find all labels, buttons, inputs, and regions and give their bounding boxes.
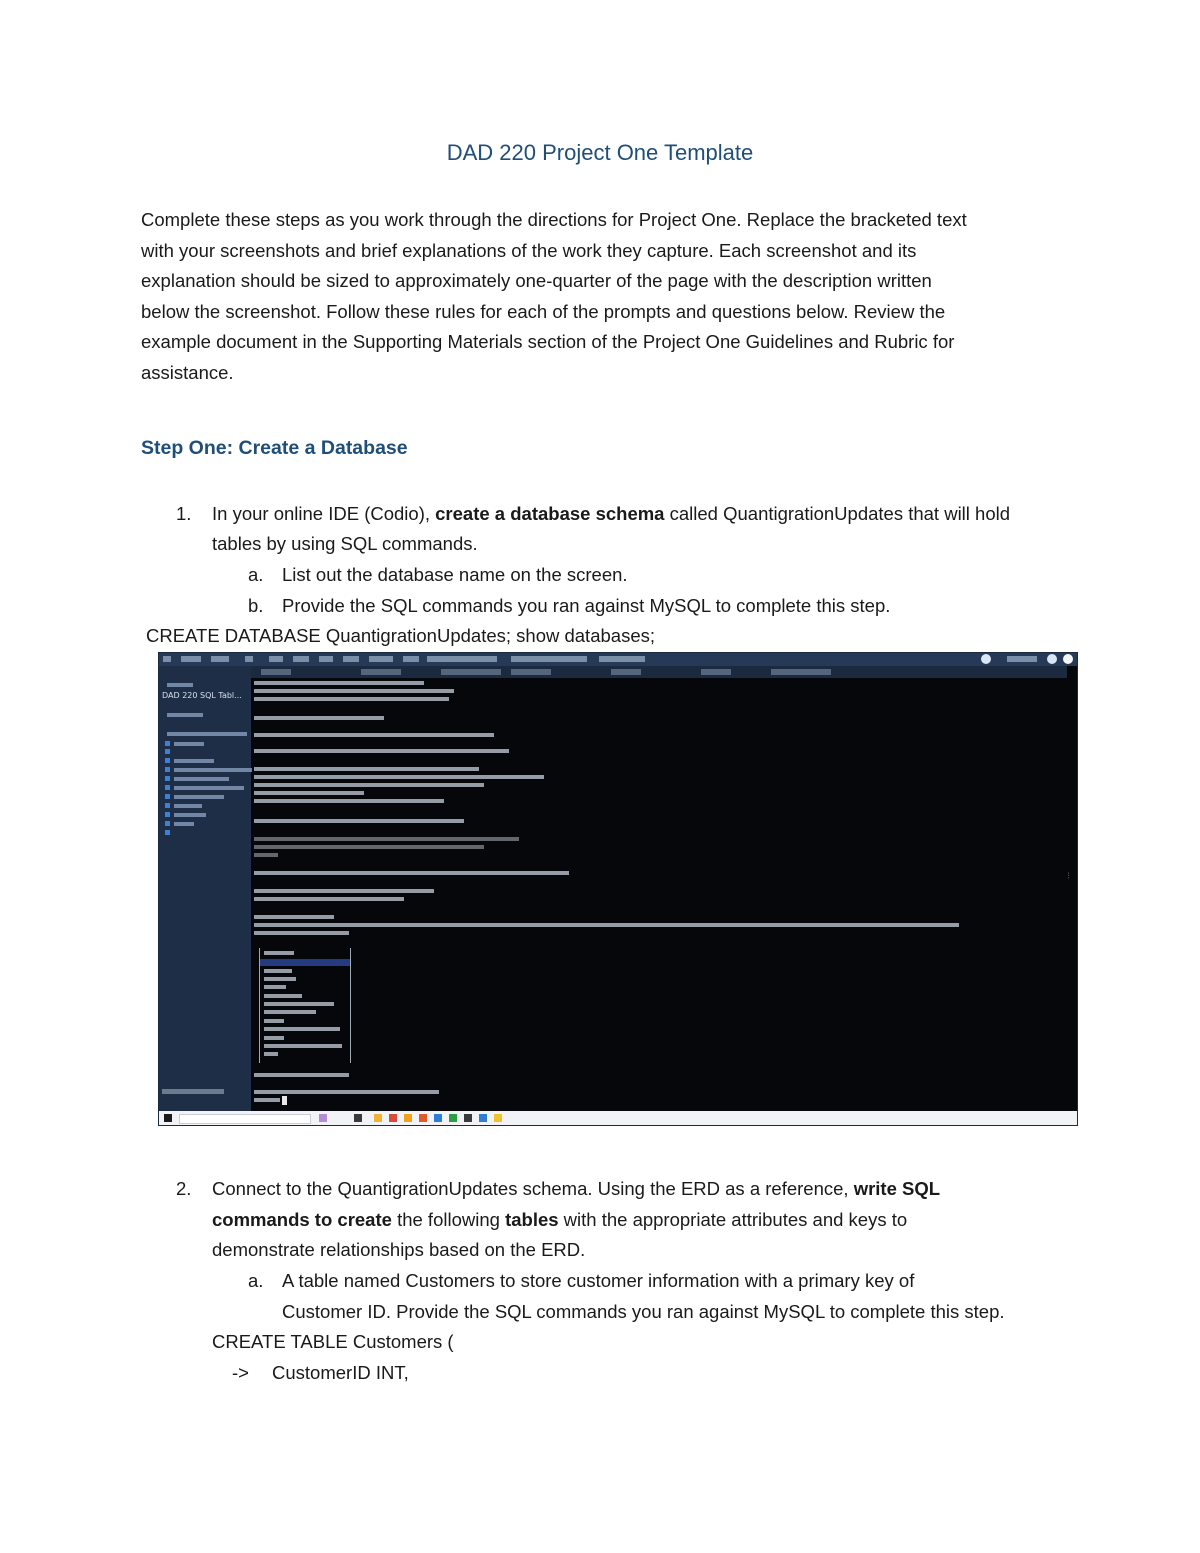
app-icon[interactable]	[319, 1114, 327, 1122]
code-line: CREATE TABLE Customers (	[212, 1331, 454, 1352]
sidebar-project-title: DAD 220 SQL Tabl...	[162, 691, 242, 700]
intro-paragraph	[141, 205, 1041, 389]
file-icon	[165, 749, 170, 754]
item-1-bold: create a database schema	[435, 503, 665, 524]
selection-highlight	[260, 959, 350, 966]
item-1a-label: a.	[248, 564, 264, 585]
start-icon[interactable]	[164, 1114, 172, 1122]
item-2a-text: A table named Customers to store customer information with a primary key of	[282, 1270, 915, 1291]
item-2a-text-line2: Customer ID. Provide the SQL commands you ran against MySQL to complete this step.	[282, 1301, 1005, 1322]
file-icon	[165, 812, 170, 817]
file-icon	[165, 776, 170, 781]
intro-line: with your screenshots and brief explanations of the work they capture. Each screenshot and its	[141, 239, 917, 261]
file-icon	[165, 785, 170, 790]
item-2-bold: write SQL	[853, 1178, 941, 1199]
item-2-text: Connect to the QuantigrationUpdates schema. Using the ERD as a reference, write SQL	[212, 1178, 941, 1199]
file-icon	[165, 803, 170, 808]
file-icon	[165, 767, 170, 772]
app-icon[interactable]	[479, 1114, 487, 1122]
resize-handle-icon: ⁝	[1067, 871, 1071, 882]
logout-icon	[1063, 654, 1073, 664]
document-title: DAD 220 Project One Template	[446, 140, 754, 165]
app-icon[interactable]	[464, 1114, 472, 1122]
item-1-text-line2: tables by using SQL commands.	[212, 533, 478, 554]
taskbar-search[interactable]	[179, 1114, 311, 1124]
file-icon	[165, 794, 170, 799]
item-1-text: In your online IDE (Codio), create a database schema called QuantigrationUpdates that will hold	[212, 503, 1011, 524]
ide-file-sidebar	[159, 666, 251, 1111]
task-view-icon[interactable]	[354, 1114, 362, 1122]
ide-tab-bar	[251, 666, 1067, 678]
app-icon[interactable]	[494, 1114, 502, 1122]
file-icon	[165, 821, 170, 826]
codio-terminal-screenshot	[158, 652, 1078, 1126]
code-line: CustomerID INT,	[272, 1362, 409, 1383]
settings-icon	[1047, 654, 1057, 664]
intro-line: below the screenshot. Follow these rules for each of the prompts and questions below. Review the	[141, 300, 946, 322]
item-1a-text: List out the database name on the screen.	[282, 564, 628, 585]
app-icon[interactable]	[419, 1114, 427, 1122]
app-icon[interactable]	[404, 1114, 412, 1122]
sql-answer-text: CREATE DATABASE QuantigrationUpdates; show databases;	[146, 625, 655, 646]
item-2-text-line3: demonstrate relationships based on the ERD.	[212, 1239, 586, 1260]
file-icon	[165, 830, 170, 835]
app-icon[interactable]	[434, 1114, 442, 1122]
code-arrow: ->	[232, 1362, 249, 1383]
os-taskbar	[159, 1111, 1077, 1125]
sidebar-scrollbar[interactable]	[162, 1089, 224, 1094]
intro-line: example document in the Supporting Materials section of the Project One Guidelines and Rubric for	[141, 331, 955, 353]
intro-line: explanation should be sized to approximately one-quarter of the page with the description written	[141, 270, 932, 292]
intro-line: assistance.	[141, 361, 234, 383]
item-2a-label: a.	[248, 1270, 264, 1291]
step-one-heading: Step One: Create a Database	[141, 437, 408, 459]
item-2-text-line2: commands to create the following tables with the appropriate attributes and keys to	[212, 1209, 908, 1230]
folder-icon[interactable]	[374, 1114, 382, 1122]
intro-line: Complete these steps as you work through the directions for Project One. Replace the bracketed text	[141, 209, 967, 230]
item-1b-text: Provide the SQL commands you ran against MySQL to complete this step.	[282, 595, 891, 616]
item-2-number: 2.	[176, 1178, 192, 1199]
terminal-cursor	[282, 1096, 287, 1105]
user-avatar-icon	[981, 654, 991, 664]
file-icon	[165, 758, 170, 763]
browser-icon[interactable]	[389, 1114, 397, 1122]
item-1-number: 1.	[176, 503, 192, 524]
ide-menu-bar	[159, 653, 1077, 666]
folder-icon	[165, 741, 170, 746]
app-icon[interactable]	[449, 1114, 457, 1122]
item-1b-label: b.	[248, 595, 264, 616]
